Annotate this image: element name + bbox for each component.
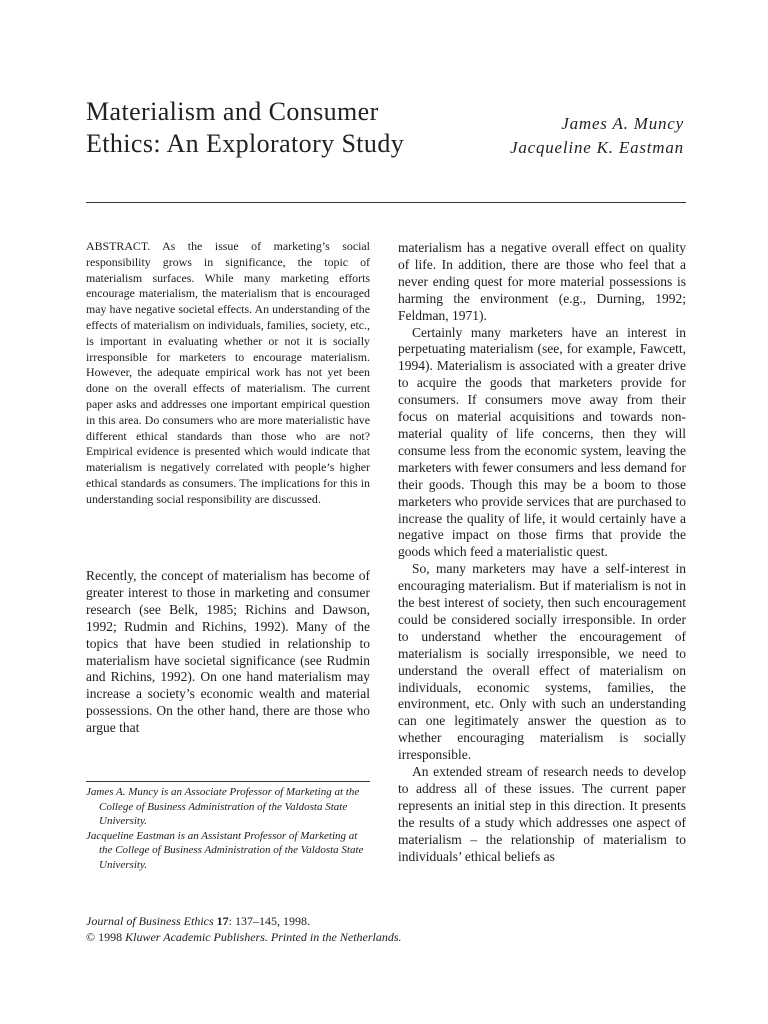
title-line-1: Materialism and Consumer xyxy=(86,97,379,126)
body-paragraph: So, many marketers may have a self-interest in encouraging materialism. But if materialism is not in the best interest of society, then such encouragement could be considered socially irresponsible. In order to understand whether the encouragement of materialism is socially irresponsible, we need to understand the overall effect of materialism on individuals, economic systems, families, the environment, etc. Only with such an understanding can one legitimately answer the question as to whether encouraging materialism is socially irresponsible. xyxy=(398,561,686,763)
body-right-column xyxy=(398,240,686,866)
body-paragraph: Certainly many marketers have an interest in perpetuating materialism (see, for example, Fawcett, 1994). Materialism is associated with a greater drive to acquire the goods that marketers provide for consumers. If consumers move away from their focus on material acquisitions and towards non-material quality of life concerns, then they will consume less from the economic system, leaving the marketers with fewer consumers and less demand for their goods. Though this may be a boom to those marketers who provide services that are purchased to increase the quality of life, it would certainly have a negative impact on those firms that provide the goods which feed a materialistic quest. xyxy=(398,324,686,560)
footnotes xyxy=(86,785,370,872)
abstract: ABSTRACT. As the issue of marketing’s social responsibility grows in significance, the topic of materialism surfaces. While many marketing efforts encourage materialism, the materialism that is encouraged may have negative societal effects. An understanding of the effects of materialism on individuals, families, society, etc., is important in evaluating whether or not it is socially irresponsible for marketers to encourage materialism. However, the adequate empirical work has not yet been done on the overall effects of materialism. The current paper asks and addresses one important empirical question in this area. Do consumers who are more materialistic have different ethical standards than those who are not? Empirical evidence is presented which would indicate that materialism is negatively correlated with people’s higher ethical standards as consumers. The implications for this in understanding social responsibility are discussed. xyxy=(86,239,370,506)
author-2: Jacqueline K. Eastman xyxy=(509,138,684,157)
citation-line xyxy=(86,914,486,930)
footnote-author-2: Jacqueline Eastman is an Assistant Professor of Marketing at the College of Business Administration of the Valdosta State University. xyxy=(86,829,364,871)
body-paragraph: An extended stream of research needs to develop to address all of these issues. The current paper represents an initial step in this direction. It presents the results of a study which addresses one aspect of materialism – the relationship of materialism to individuals’ ethical beliefs as xyxy=(398,764,686,864)
journal-name: Journal of Business Ethics xyxy=(86,914,214,928)
header-divider xyxy=(86,202,686,203)
journal-citation xyxy=(86,914,486,945)
author-1: James A. Muncy xyxy=(561,114,684,133)
body-left-column xyxy=(86,568,370,737)
footnote-author-1: James A. Muncy is an Associate Professor of Marketing at the College of Business Administration of the Valdosta State University. xyxy=(86,786,360,827)
journal-pages: : 137–145, 1998. xyxy=(228,914,311,928)
body-paragraph: materialism has a negative overall effect on quality of life. In addition, there are those who feel that a never ending quest for more material possessions is harming the environment (e.g., Durning, 1992; Feldman, 1971). xyxy=(398,240,686,323)
body-paragraph: Recently, the concept of materialism has become of greater interest to those in marketing and consumer research (see Belk, 1985; Richins and Dawson, 1992; Rudmin and Richins, 1992). Many of the topics that have been studied in relationship to materialism have societal significance (see Rudmin and Richins, 1992). On one hand materialism may increase a society’s economic wealth and material possessions. On the other hand, there are those who argue that xyxy=(86,568,370,736)
footnote-divider xyxy=(86,781,370,782)
copyright-line xyxy=(86,930,486,946)
journal-volume: 17 xyxy=(216,914,229,928)
paper-title xyxy=(86,96,446,160)
author-block xyxy=(424,112,684,160)
copyright-symbol: © 1998 xyxy=(86,929,126,944)
publisher: Kluwer Academic Publishers. Printed in the Netherlands. xyxy=(125,929,402,944)
title-line-2: Ethics: An Exploratory Study xyxy=(86,129,405,158)
